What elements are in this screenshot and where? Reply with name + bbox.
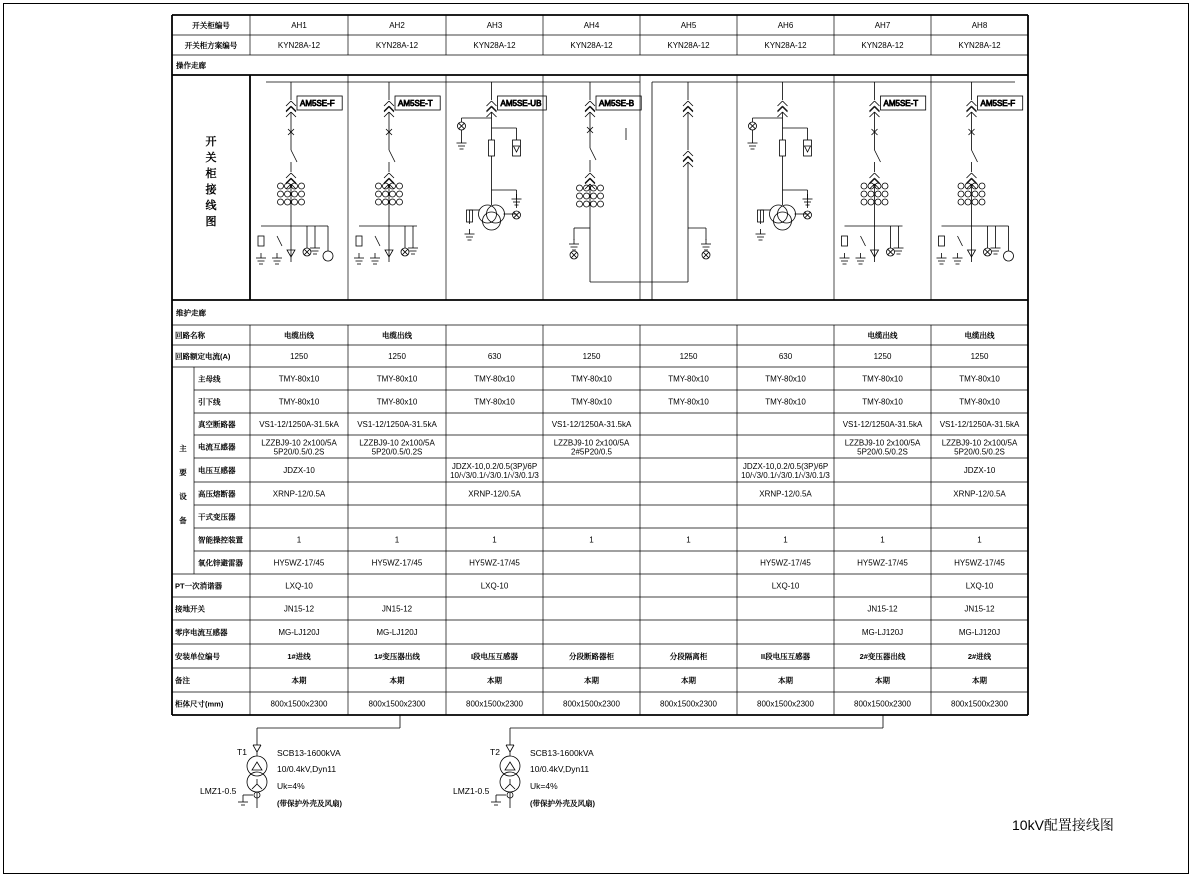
transformer-lmz: LMZ1-0.5 [200, 786, 237, 796]
cell-no: AH6 [777, 21, 794, 30]
row-label-hv-fuse: 高压熔断器 [198, 489, 236, 499]
cell-pt: JDZX-10,0.2/0.5(3P)/6P [742, 462, 829, 471]
cell-damper: LXQ-10 [480, 581, 509, 591]
cell-arrester: HY5WZ-17/45 [371, 558, 423, 568]
cell-main-bus: TMY-80x10 [571, 374, 612, 384]
cell-current: 1250 [970, 352, 989, 361]
row-label-pt-damper: PT一次消谐器 [175, 581, 223, 591]
wiring-diagram-label-char: 柜 [205, 168, 217, 180]
wiring-diagram-label-char: 接 [205, 184, 217, 196]
cell-ct: 5P20/0.5/0.2S [857, 447, 908, 457]
cabinet-diagram-ah4 [569, 82, 688, 282]
cell-smart: 1 [296, 535, 302, 545]
cell-current: 630 [778, 352, 793, 361]
row-label-circuit-name: 回路名称 [175, 331, 205, 340]
wiring-diagram-label-char: 线 [205, 200, 217, 212]
row-label-remark: 备注 [175, 676, 190, 685]
cell-arrester: HY5WZ-17/45 [857, 558, 908, 568]
row-label-earth-switch: 接地开关 [175, 604, 205, 614]
main-equipment-label-char: 设 [179, 492, 187, 501]
cell-unit: 2#变压器出线 [859, 652, 906, 661]
cell-scheme: KYN28A-12 [861, 41, 904, 50]
cell-size: 800x1500x2300 [660, 699, 717, 709]
cell-no: AH5 [680, 21, 697, 30]
cell-main-bus: TMY-80x10 [278, 374, 320, 384]
cell-current: 1250 [290, 352, 308, 361]
wiring-diagram-label-char: 开 [205, 136, 217, 148]
cell-drop: TMY-80x10 [862, 397, 903, 407]
cell-scheme: KYN28A-12 [473, 41, 516, 50]
row-label-drop-line: 引下线 [198, 397, 221, 407]
cabinet-diagram-ah3 [457, 82, 547, 240]
cell-remark: 本期 [875, 676, 890, 685]
cell-pt: 10/√3/0.1/√3/0.1/√3/0.1/3 [450, 471, 539, 480]
cell-unit: 2#进线 [967, 652, 992, 661]
transformer-t2 [453, 745, 595, 808]
row-label-scheme-no: 开关柜方案编号 [184, 41, 238, 50]
wiring-diagram-label-char: 图 [205, 216, 217, 228]
cell-smart: 1 [880, 535, 885, 545]
row-label-dry-transformer: 干式变压器 [198, 512, 236, 522]
row-label-operation-aisle: 操作走廊 [176, 61, 206, 70]
cell-earth: JN15-12 [381, 604, 413, 614]
cell-circuit: 电缆出线 [382, 331, 412, 340]
cabinet-diagram-ah7 [840, 82, 926, 264]
cell-size: 800x1500x2300 [854, 699, 911, 709]
row-label-zero-seq-ct: 零序电流互感器 [175, 628, 228, 637]
cabinet-tag-label: AM5SE-T [883, 99, 919, 108]
cell-drop: TMY-80x10 [959, 397, 1000, 407]
row-label-main-bus: 主母线 [198, 374, 221, 384]
cell-size: 800x1500x2300 [757, 699, 814, 709]
cell-scheme: KYN28A-12 [570, 41, 613, 50]
row-label-arrester: 氧化锌避雷器 [198, 558, 243, 568]
cabinet-tag-label: AM5SE-F [980, 99, 1016, 108]
wiring-diagram-label-char: 关 [205, 152, 217, 164]
cell-ct: LZZBJ9-10 2x100/5A [844, 438, 921, 448]
cell-no: AH4 [583, 21, 600, 30]
cell-no: AH7 [874, 21, 891, 30]
cell-circuit: 电缆出线 [867, 331, 898, 340]
cabinet-tag-label: AM5SE-B [599, 99, 635, 108]
cell-smart: 1 [686, 535, 691, 545]
cell-current: 1250 [679, 352, 698, 361]
cell-arrester: HY5WZ-17/45 [760, 558, 811, 568]
cell-unit: I段电压互感器 [470, 652, 519, 661]
cell-no: AH2 [389, 21, 405, 30]
cell-drop: TMY-80x10 [376, 397, 418, 407]
transformer-leads [257, 715, 883, 745]
table-cells [259, 21, 1020, 709]
cell-size: 800x1500x2300 [368, 699, 426, 709]
cell-unit: 分段隔离柜 [669, 652, 708, 661]
cell-pt: JDZX-10 [963, 466, 996, 475]
cell-breaker: VS1-12/1250A-31.5kA [939, 420, 1020, 429]
row-label-maintenance-aisle: 维护走廊 [176, 308, 206, 318]
transformer-ratio: 10/0.4kV,Dyn11 [530, 764, 590, 774]
cell-size: 800x1500x2300 [563, 699, 620, 709]
cell-ct: 5P20/0.5/0.2S [273, 447, 325, 457]
transformer-id: T2 [490, 747, 500, 757]
cabinet-diagram-ah1 [256, 82, 342, 264]
cell-size: 800x1500x2300 [951, 699, 1008, 709]
cell-ct: 2#5P20/0.5 [571, 447, 612, 457]
cell-remark: 本期 [487, 676, 502, 685]
cell-current: 1250 [388, 352, 406, 361]
transformer-model: SCB13-1600kVA [277, 748, 341, 758]
cell-arrester: HY5WZ-17/45 [954, 558, 1005, 568]
cell-main-bus: TMY-80x10 [376, 374, 418, 384]
cell-earth: JN15-12 [283, 604, 315, 614]
cell-main-bus: TMY-80x10 [668, 374, 709, 384]
cell-drop: TMY-80x10 [474, 397, 515, 407]
cell-main-bus: TMY-80x10 [959, 374, 1000, 384]
cell-main-bus: TMY-80x10 [474, 374, 515, 384]
cell-fuse: XRNP-12/0.5A [272, 489, 326, 499]
cabinet-tag-label: AM5SE-F [300, 99, 335, 108]
main-equipment-label-char: 主 [179, 444, 187, 453]
cell-unit: II段电压互感器 [760, 652, 811, 661]
cell-smart: 1 [492, 535, 497, 545]
cell-ct: LZZBJ9-10 2x100/5A [941, 438, 1018, 448]
cabinet-tag-label: AM5SE-UB [500, 99, 542, 108]
transformer-id: T1 [237, 747, 247, 757]
cell-scheme: KYN28A-12 [764, 41, 807, 50]
cell-fuse: XRNP-12/0.5A [953, 489, 1006, 499]
cell-remark: 本期 [584, 676, 599, 685]
cell-arrester: HY5WZ-17/45 [469, 558, 520, 568]
cell-scheme: KYN28A-12 [958, 41, 1001, 50]
single-line-diagrams [256, 82, 1023, 745]
transformer-ratio: 10/0.4kV,Dyn11 [277, 764, 337, 774]
cell-current: 1250 [873, 352, 892, 361]
cell-unit: 1#变压器出线 [374, 652, 420, 661]
cell-scheme: KYN28A-12 [277, 41, 321, 50]
cell-current: 1250 [582, 352, 601, 361]
cell-remark: 本期 [778, 676, 793, 685]
cell-no: AH8 [971, 21, 988, 30]
cell-smart: 1 [394, 535, 400, 545]
row-label-vacuum-breaker: 真空断路器 [198, 420, 236, 429]
cell-scheme: KYN28A-12 [667, 41, 710, 50]
cell-damper: LXQ-10 [285, 581, 313, 591]
cell-drop: TMY-80x10 [765, 397, 806, 407]
row-labels [174, 20, 243, 709]
cell-size: 800x1500x2300 [270, 699, 328, 709]
cell-pt: 10/√3/0.1/√3/0.1/√3/0.1/3 [741, 471, 830, 480]
cell-remark: 本期 [291, 676, 307, 685]
cell-remark: 本期 [681, 676, 696, 685]
cell-damper: LXQ-10 [965, 581, 994, 591]
cell-current: 630 [487, 352, 502, 361]
cell-pt: JDZX-10 [283, 466, 315, 475]
cell-zct: MG-LJ120J [958, 628, 1001, 637]
cell-circuit: 电缆出线 [964, 331, 995, 340]
main-equipment-label-char: 备 [179, 516, 187, 525]
cell-earth: JN15-12 [867, 604, 898, 614]
cabinet-diagram-ah8 [937, 82, 1023, 264]
transformer-t1 [200, 745, 342, 808]
transformer-note: (带保护外壳及风扇) [277, 799, 342, 808]
cabinet-diagram-ah2 [354, 82, 440, 264]
cell-drop: TMY-80x10 [668, 397, 709, 407]
cell-unit: 1#进线 [287, 652, 311, 661]
cell-pt: JDZX-10,0.2/0.5(3P)/6P [451, 462, 538, 471]
row-label-cabinet-size: 柜体尺寸(mm) [175, 699, 224, 709]
cell-breaker: VS1-12/1250A-31.5kA [842, 420, 923, 429]
cell-breaker: VS1-12/1250A-31.5kA [357, 420, 437, 429]
cell-no: AH3 [486, 21, 503, 30]
cell-zct: MG-LJ120J [861, 628, 904, 637]
cell-arrester: HY5WZ-17/45 [273, 558, 325, 568]
row-label-cabinet-no: 开关柜编号 [192, 21, 230, 30]
transformer-uk: Uk=4% [530, 781, 558, 791]
cell-ct: LZZBJ9-10 2x100/5A [553, 438, 630, 448]
transformer-model: SCB13-1600kVA [530, 748, 594, 758]
cell-main-bus: TMY-80x10 [765, 374, 806, 384]
cell-earth: JN15-12 [964, 604, 995, 614]
cell-zct: MG-LJ120J [278, 628, 320, 637]
cell-breaker: VS1-12/1250A-31.5kA [551, 420, 632, 429]
cell-drop: TMY-80x10 [571, 397, 612, 407]
cell-ct: 5P20/0.5/0.2S [954, 447, 1005, 457]
cell-smart: 1 [977, 535, 982, 545]
drawing-title: 10kV配置接线图 [1012, 817, 1114, 833]
cell-scheme: KYN28A-12 [375, 41, 419, 50]
row-label-rated-current: 回路额定电流(A) [175, 352, 231, 361]
cell-remark: 本期 [389, 676, 405, 685]
row-label-install-unit: 安装单位编号 [175, 652, 220, 661]
cell-breaker: VS1-12/1250A-31.5kA [259, 420, 339, 429]
cell-remark: 本期 [972, 676, 987, 685]
transformers [200, 745, 595, 808]
cell-drop: TMY-80x10 [278, 397, 320, 407]
cell-damper: LXQ-10 [771, 581, 800, 591]
cell-fuse: XRNP-12/0.5A [468, 489, 521, 499]
cell-circuit: 电缆出线 [284, 331, 314, 340]
row-label-ct: 电流互感器 [198, 442, 236, 452]
cell-ct: 5P20/0.5/0.2S [371, 447, 423, 457]
cell-ct: LZZBJ9-10 2x100/5A [359, 438, 435, 448]
cell-main-bus: TMY-80x10 [862, 374, 903, 384]
cell-smart: 1 [589, 535, 594, 545]
row-label-smart-controller: 智能操控装置 [198, 535, 243, 545]
cell-smart: 1 [783, 535, 788, 545]
main-equipment-label-char: 要 [179, 468, 187, 477]
transformer-uk: Uk=4% [277, 781, 305, 791]
cell-size: 800x1500x2300 [466, 699, 523, 709]
cell-unit: 分段断路器柜 [569, 652, 614, 661]
cabinet-diagram-ah5 [652, 82, 711, 300]
cell-zct: MG-LJ120J [376, 628, 418, 637]
cell-ct: LZZBJ9-10 2x100/5A [261, 438, 337, 448]
transformer-lmz: LMZ1-0.5 [453, 786, 490, 796]
cabinet-tag-label: AM5SE-T [398, 99, 433, 108]
transformer-note: (带保护外壳及风扇) [530, 799, 595, 808]
row-label-pt: 电压互感器 [198, 466, 236, 475]
cabinet-diagram-ah6 [748, 82, 813, 240]
cell-fuse: XRNP-12/0.5A [759, 489, 812, 499]
cell-no: AH1 [291, 21, 307, 30]
